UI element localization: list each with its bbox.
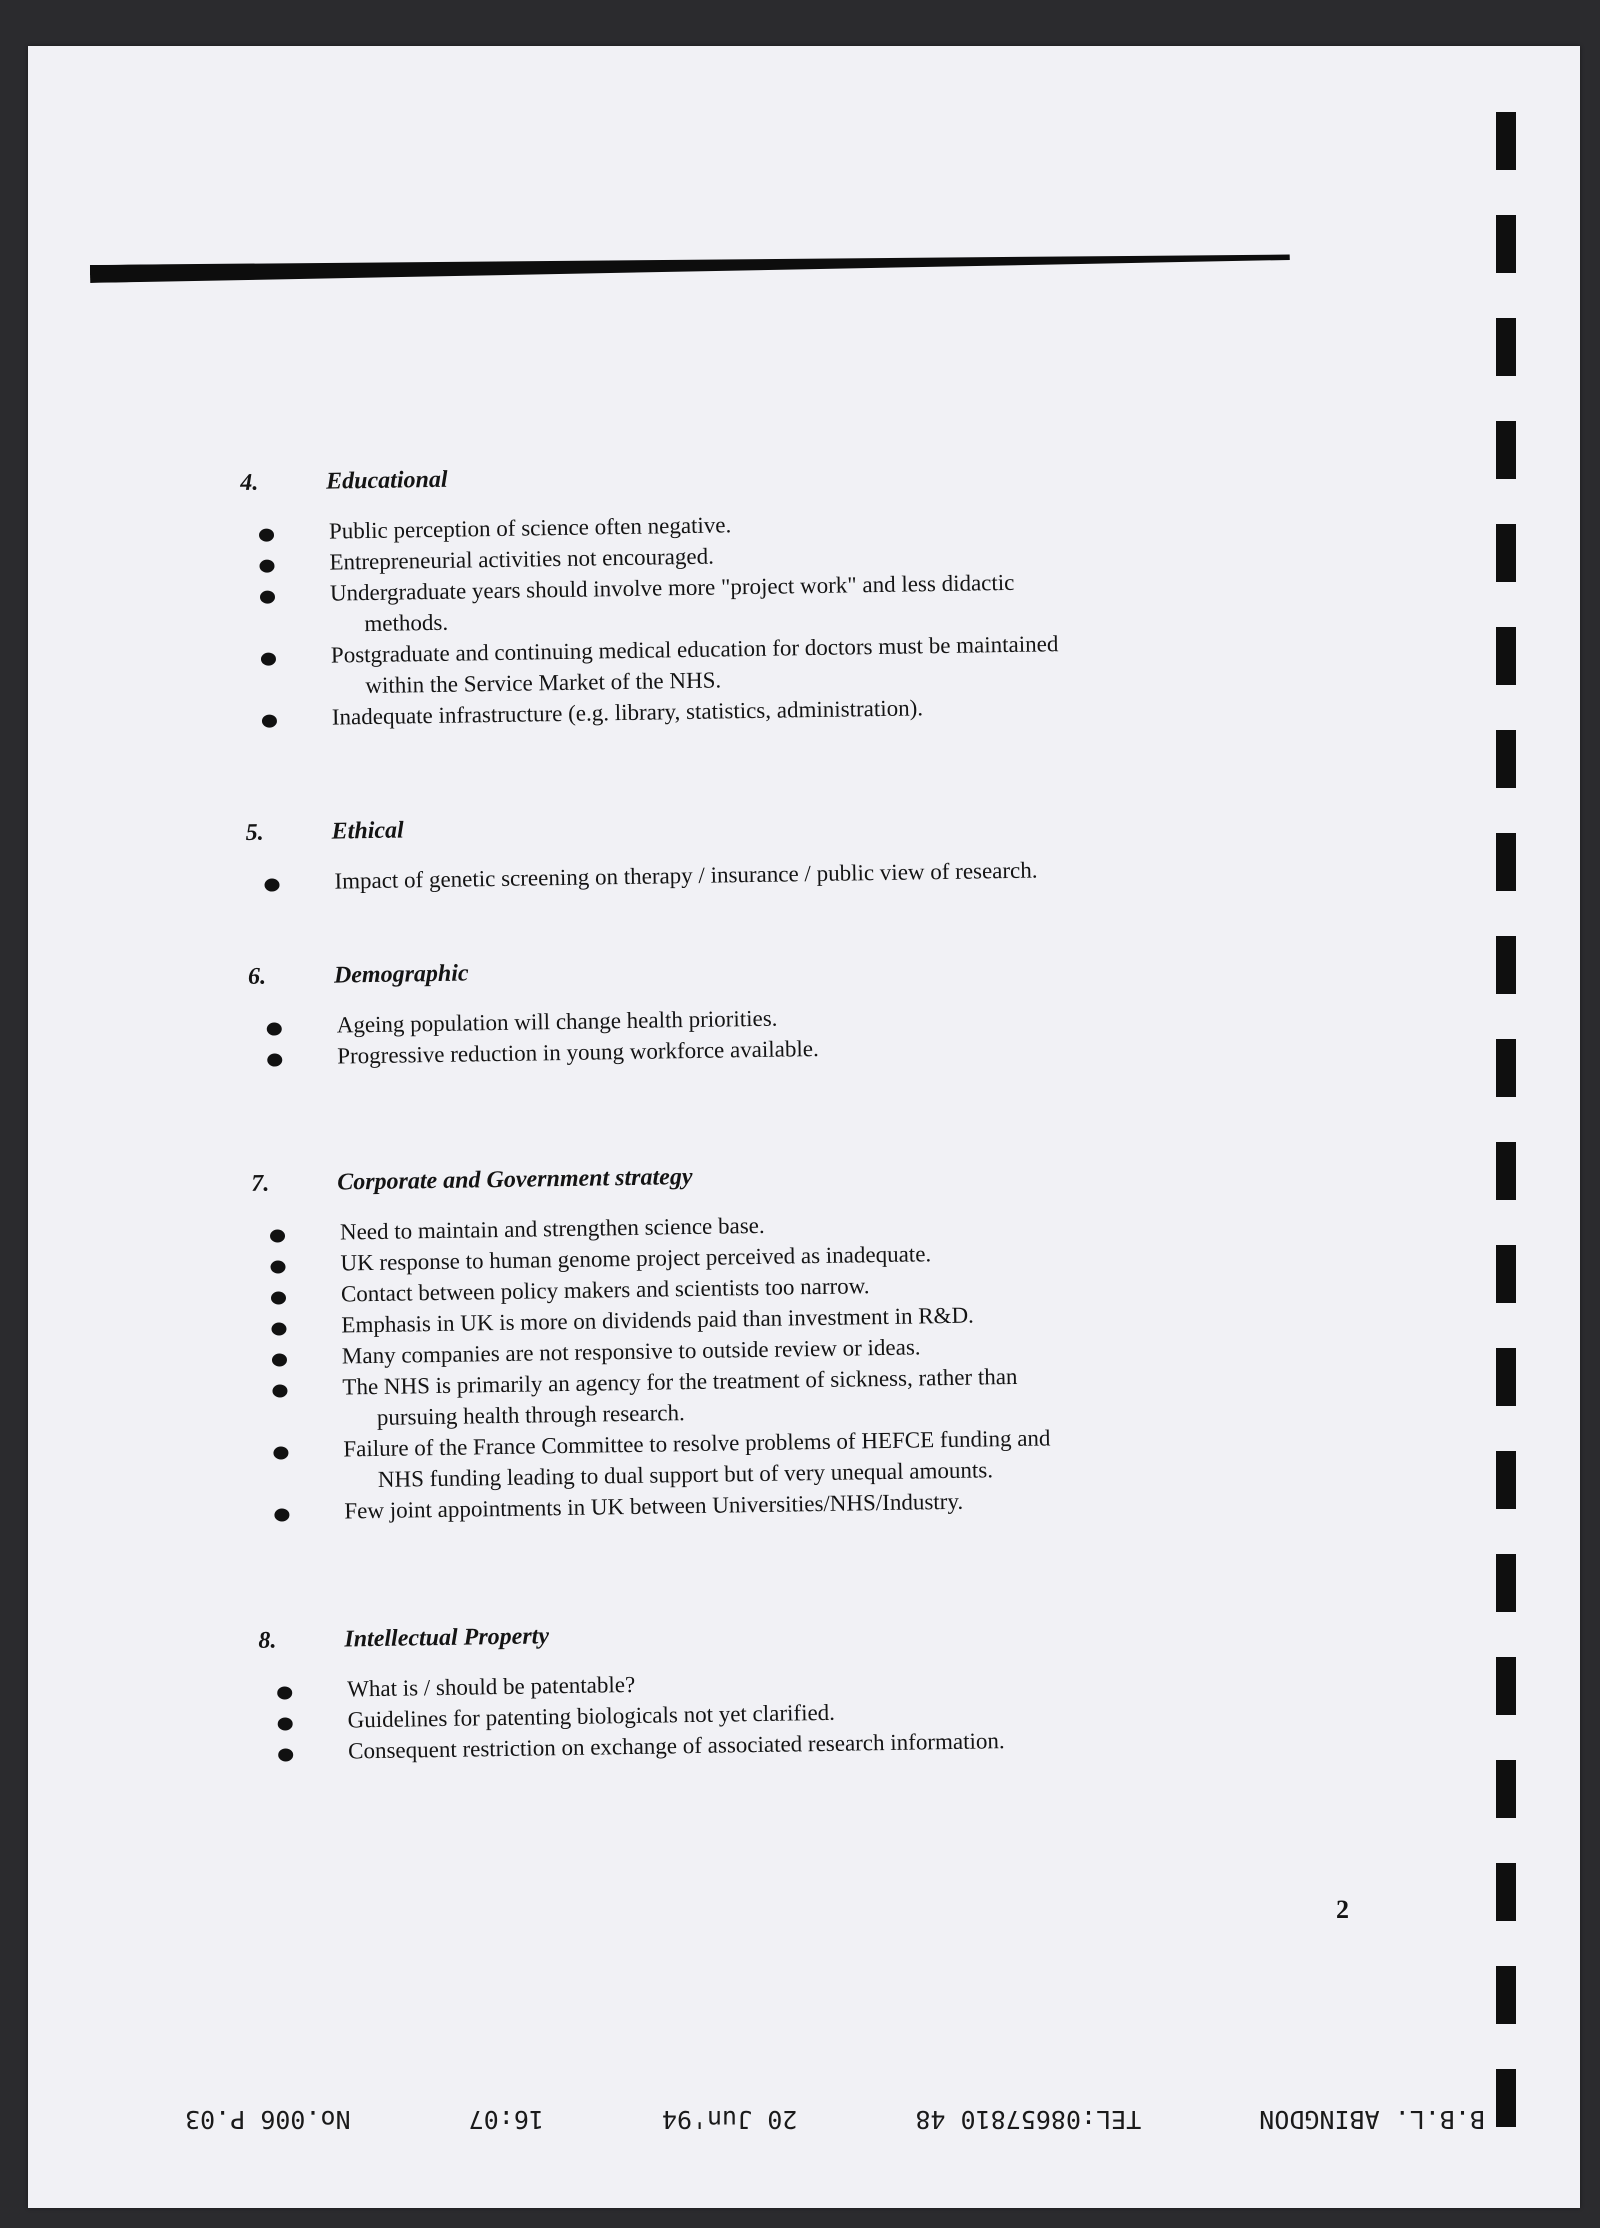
bullet-icon <box>253 1310 341 1342</box>
edge-mark <box>1496 936 1516 994</box>
list-item: Many companies are not responsive to outside review or ideas. <box>254 1325 1354 1373</box>
bullet-icon <box>259 1704 347 1736</box>
bullet-icon <box>252 1248 340 1280</box>
section-heading <box>245 803 1345 847</box>
list-item: Consequent restriction on exchange of associated research information. <box>260 1720 1360 1768</box>
edge-mark <box>1496 1657 1516 1715</box>
bullet-icon <box>259 1673 347 1705</box>
section-intellectual-property <box>258 1611 1360 1768</box>
list-item: Guidelines for patenting biologicals not yet clarified. <box>259 1689 1359 1737</box>
page-number: 2 <box>1336 1895 1349 1924</box>
fax-time: 16:07 <box>468 2105 544 2134</box>
bullet-icon <box>241 516 329 548</box>
section-title: Demographic <box>333 960 469 989</box>
section-title: Intellectual Property <box>344 1623 550 1653</box>
edge-mark <box>1496 1451 1516 1509</box>
bullet-list <box>241 500 1344 734</box>
fax-telephone: TEL:08657810 48 <box>915 2105 1142 2134</box>
bullet-icon <box>246 866 334 898</box>
list-item: Entrepreneurial activities not encouraged. <box>241 531 1341 579</box>
section-educational <box>240 453 1344 734</box>
fax-edge-marks <box>1496 0 1520 2228</box>
section-number: 5. <box>245 819 264 846</box>
edge-mark <box>1496 1863 1516 1921</box>
bullet-icon <box>254 1341 342 1373</box>
bullet-icon <box>252 1217 340 1249</box>
list-item: Contact between policy makers and scientists too narrow. <box>253 1263 1353 1311</box>
list-item: Need to maintain and strengthen science base. <box>252 1201 1352 1249</box>
bullet-icon <box>256 1495 344 1527</box>
list-item: Emphasis in UK is more on dividends paid than investment in R&D. <box>253 1294 1353 1342</box>
edge-mark <box>1496 112 1516 170</box>
fax-header-line <box>185 2105 1485 2134</box>
bullet-icon <box>260 1735 348 1767</box>
list-item: Failure of the France Committee to resolve problems of HEFCE funding and NHS funding leading to dual support but of very unequal amounts. <box>255 1418 1356 1497</box>
section-heading <box>248 947 1348 991</box>
edge-mark <box>1496 833 1516 891</box>
bullet-icon <box>248 1010 336 1042</box>
bullet-icon <box>244 702 332 734</box>
list-item: Impact of genetic screening on therapy / insurance / public view of research. <box>246 850 1346 898</box>
section-number: 6. <box>247 963 267 990</box>
bullet-icon <box>254 1372 343 1435</box>
edge-mark <box>1496 627 1516 685</box>
bullet-list <box>248 994 1349 1073</box>
bullet-icon <box>243 640 332 703</box>
edge-mark <box>1496 421 1516 479</box>
list-item: Inadequate infrastructure (e.g. library, statistics, administration). <box>244 686 1344 734</box>
document-body <box>240 453 1360 1768</box>
fax-date: 20 Jun'94 <box>661 2105 798 2134</box>
section-demographic <box>248 947 1350 1073</box>
list-item: Public perception of science often negative. <box>241 500 1341 548</box>
edge-mark <box>1496 730 1516 788</box>
section-ethical <box>245 803 1346 898</box>
edge-mark <box>1496 318 1516 376</box>
list-item: Undergraduate years should involve more "project work" and less didactic methods. <box>242 562 1343 641</box>
fax-page-ref: No.006 P.03 <box>185 2105 351 2134</box>
edge-mark <box>1496 1245 1516 1303</box>
list-item: Few joint appointments in UK between Universities/NHS/Industry. <box>256 1480 1356 1528</box>
section-title: Ethical <box>331 817 404 845</box>
list-item: What is / should be patentable? <box>259 1658 1359 1706</box>
edge-mark <box>1496 1039 1516 1097</box>
list-item: Postgraduate and continuing medical education for doctors must be maintained within the Service Market of the NHS. <box>243 624 1344 703</box>
bullet-icon <box>249 1041 337 1073</box>
bullet-icon <box>241 547 329 579</box>
section-number: 8. <box>258 1627 277 1654</box>
bullet-icon <box>253 1279 341 1311</box>
list-item: The NHS is primarily an agency for the treatment of sickness, rather than pursuing health through research. <box>254 1356 1355 1435</box>
edge-mark <box>1496 1966 1516 2024</box>
list-item: Progressive reduction in young workforce available. <box>249 1025 1349 1073</box>
section-title: Corporate and Government strategy <box>337 1163 693 1196</box>
section-number: 7. <box>251 1170 270 1197</box>
edge-mark <box>1496 2069 1516 2127</box>
bullet-list <box>252 1201 1357 1528</box>
edge-mark <box>1496 1348 1516 1406</box>
section-corporate-government-strategy <box>251 1154 1356 1528</box>
edge-mark <box>1496 1554 1516 1612</box>
bullet-icon <box>255 1433 344 1496</box>
edge-mark <box>1496 1760 1516 1818</box>
bullet-list <box>246 850 1346 898</box>
edge-mark <box>1496 524 1516 582</box>
section-heading <box>258 1611 1358 1655</box>
list-item: UK response to human genome project perceived as inadequate. <box>252 1232 1352 1280</box>
edge-mark <box>1496 1142 1516 1200</box>
section-title: Educational <box>325 466 448 495</box>
section-heading <box>251 1154 1351 1198</box>
edge-mark <box>1496 215 1516 273</box>
section-number: 4. <box>240 469 259 496</box>
fax-sender: B.B.L. ABINGDON <box>1259 2105 1485 2134</box>
bullet-icon <box>242 578 331 641</box>
list-item: Ageing population will change health priorities. <box>248 994 1348 1042</box>
bullet-list <box>259 1658 1360 1768</box>
